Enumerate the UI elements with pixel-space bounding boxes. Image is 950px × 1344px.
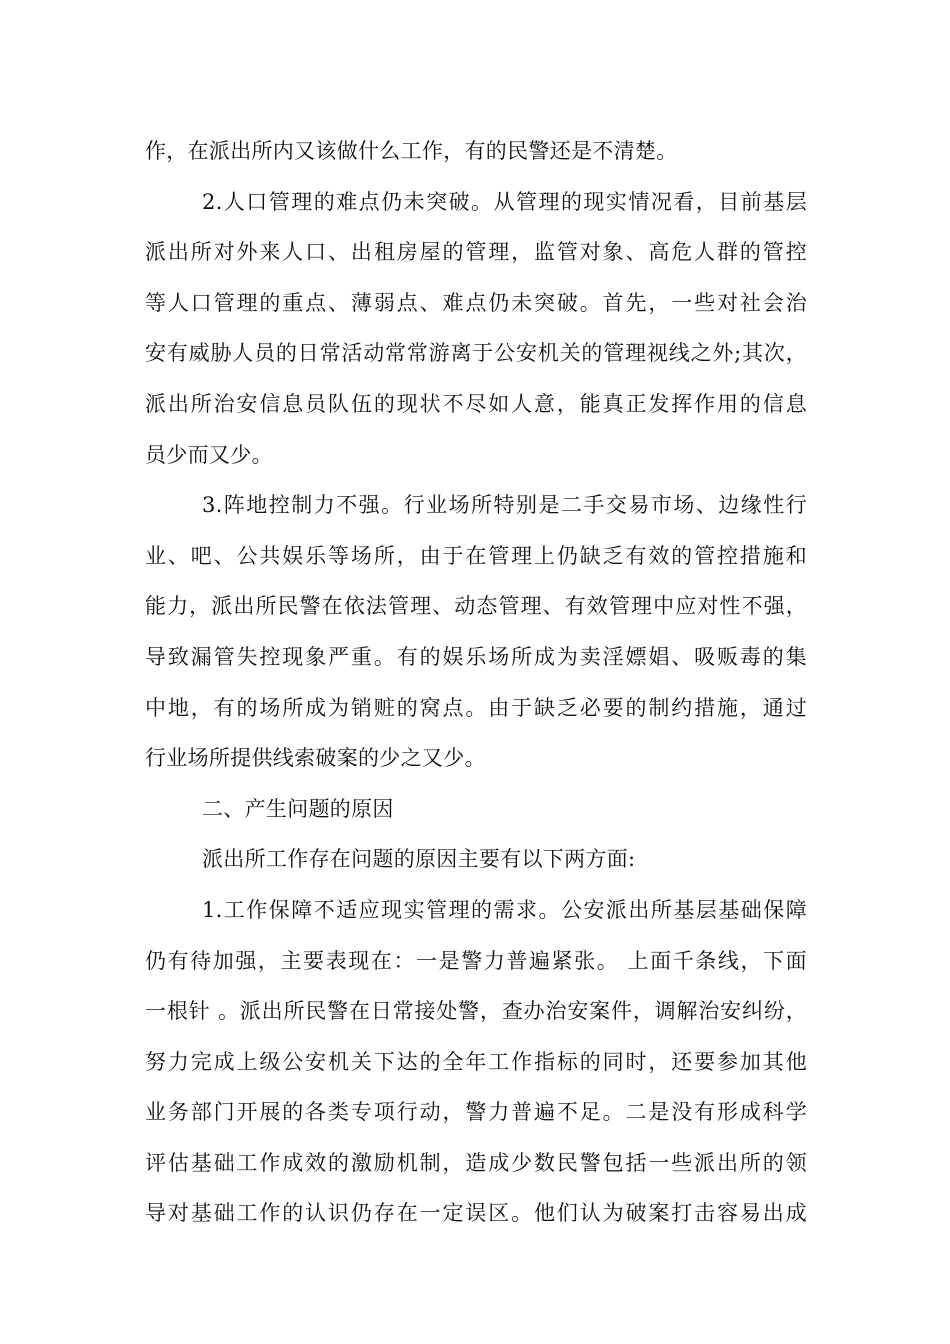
text-line-18: 一根针 。派出所民警在日常接处警，查办治安案件，调解治安纠纷， [145,999,807,1024]
paragraph-work-guarantee: 1.工作保障不适应现实管理的需求。公安派出所基层基础保障 [202,897,807,922]
text-line-19: 努力完成上级公安机关下达的全年工作指标的同时，还要参加其他 [145,1049,807,1074]
text-line-22: 导对基础工作的认识仍存在一定误区。他们认为破案打击容易出成 [145,1201,807,1226]
text-line-3: 派出所对外来人口、出租房屋的管理，监管对象、高危人群的管控 [145,240,807,265]
text-line-13: 行业场所提供线索破案的少之又少。 [145,746,486,771]
text-line-10: 能力，派出所民警在依法管理、动态管理、有效管理中应对性不强， [145,594,807,619]
paragraph-causes-intro: 派出所工作存在问题的原因主要有以下两方面: [202,847,636,872]
paragraph-position-control: 3.阵地控制力不强。行业场所特别是二手交易市场、边缘性行 [202,493,807,518]
text-line-9: 业、吧、公共娱乐等场所，由于在管理上仍缺乏有效的管控措施和 [145,543,807,568]
text-line-4: 等人口管理的重点、薄弱点、难点仍未突破。首先，一些对社会治 [145,290,807,315]
text-line-5: 安有威胁人员的日常活动常常游离于公安机关的管理视线之外;其次， [145,341,807,366]
text-line-21: 评估基础工作成效的激励机制，造成少数民警包括一些派出所的领 [145,1150,807,1175]
text-line-20: 业务部门开展的各类专项行动，警力普遍不足。二是没有形成科学 [145,1100,807,1125]
text-line-1: 作，在派出所内又该做什么工作，有的民警还是不清楚。 [145,139,678,163]
text-line-6: 派出所治安信息员队伍的现状不尽如人意，能真正发挥作用的信息 [145,391,807,416]
paragraph-population-management: 2.人口管理的难点仍未突破。从管理的现实情况看，目前基层 [202,189,807,214]
section-heading-causes: 二、产生问题的原因 [202,796,394,821]
text-line-7: 员少而又少。 [145,442,273,467]
text-line-12: 中地，有的场所成为销赃的窝点。由于缺乏必要的制约措施，通过 [145,695,807,720]
text-line-11: 导致漏管失控现象严重。有的娱乐场所成为卖淫嫖娼、吸贩毒的集 [145,644,807,669]
document-body [145,126,807,1239]
text-line-17: 仍有待加强，主要表现在：一是警力普遍紧张。 上面千条线，下面 [145,948,807,973]
